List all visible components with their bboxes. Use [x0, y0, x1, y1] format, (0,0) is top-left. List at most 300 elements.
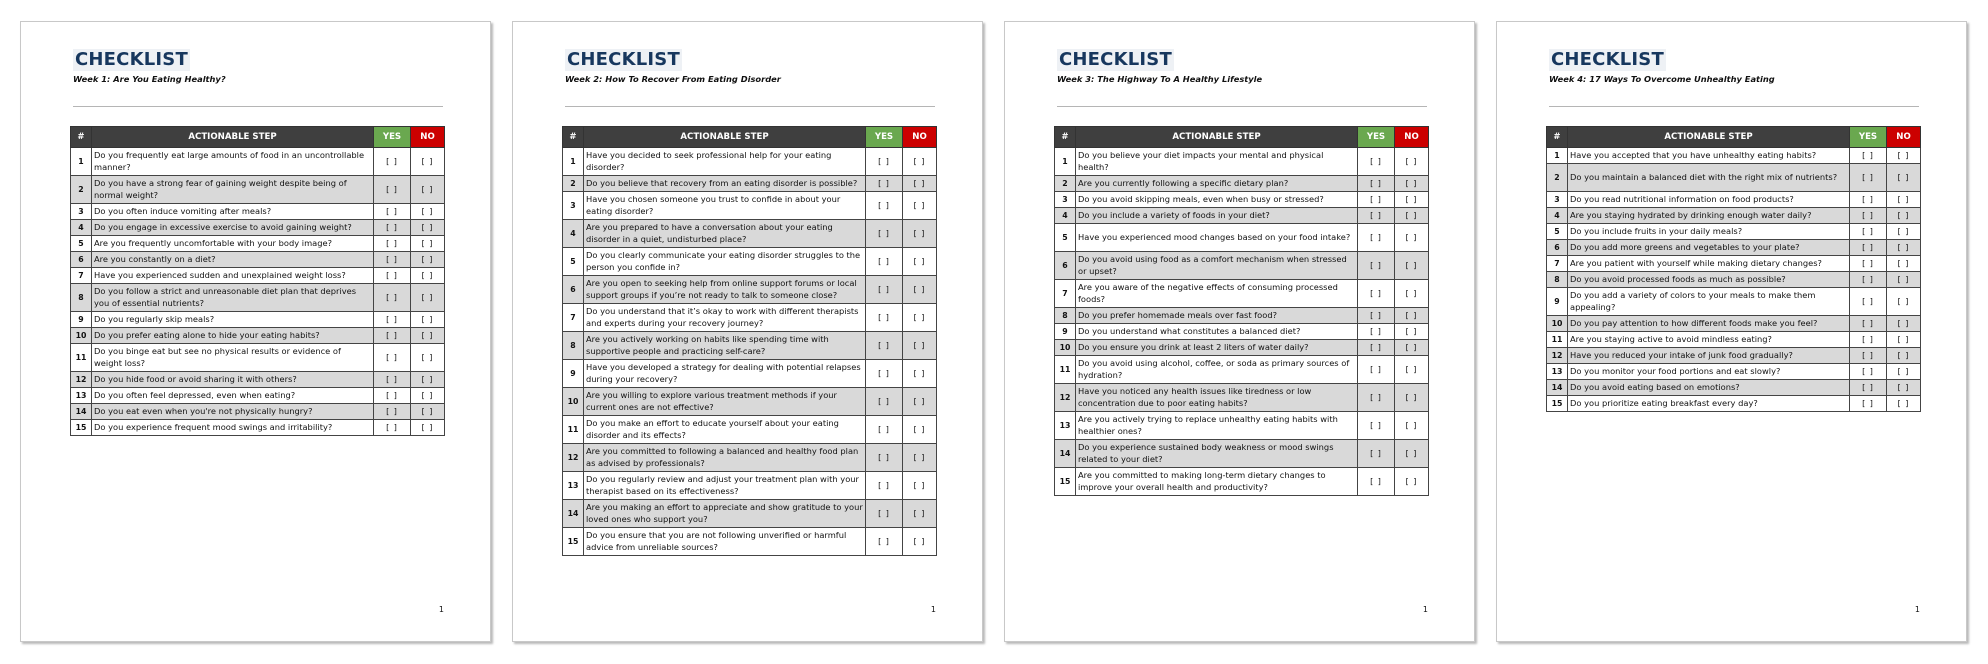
row-number: 8: [71, 284, 92, 312]
no-checkbox[interactable]: [ ]: [903, 148, 937, 176]
row-question: Are you aware of the negative effects of consuming processed foods?: [1076, 280, 1358, 308]
row-question: Do you frequently eat large amounts of food in an uncontrollable manner?: [92, 148, 374, 176]
no-checkbox[interactable]: [ ]: [903, 176, 937, 192]
no-checkbox[interactable]: [ ]: [903, 192, 937, 220]
column-header-step: ACTIONABLE STEP: [92, 127, 374, 148]
no-checkbox[interactable]: [ ]: [1395, 252, 1429, 280]
table-row: [71, 176, 445, 204]
column-header-number: #: [71, 127, 92, 148]
row-number: 11: [71, 344, 92, 372]
page-number: 1: [930, 605, 936, 614]
row-number: 11: [563, 416, 584, 444]
no-checkbox[interactable]: [ ]: [1395, 308, 1429, 324]
row-number: 14: [1547, 380, 1568, 396]
no-checkbox[interactable]: [ ]: [1395, 280, 1429, 308]
table-row: [1055, 324, 1429, 340]
table-row: [563, 276, 937, 304]
row-question: Do you pay attention to how different foods make you feel?: [1568, 316, 1850, 332]
row-question: Have you decided to seek professional help for your eating disorder?: [584, 148, 866, 176]
yes-checkbox[interactable]: [ ]: [374, 268, 411, 284]
no-checkbox[interactable]: [ ]: [1395, 468, 1429, 496]
table-row: [71, 252, 445, 268]
no-checkbox[interactable]: [ ]: [411, 148, 445, 176]
table-row: [1547, 256, 1921, 272]
divider: [1057, 106, 1427, 107]
no-checkbox[interactable]: [ ]: [411, 204, 445, 220]
yes-checkbox[interactable]: [ ]: [1358, 468, 1395, 496]
row-number: 14: [71, 404, 92, 420]
no-checkbox[interactable]: [ ]: [903, 500, 937, 528]
row-question: Do you avoid skipping meals, even when busy or stressed?: [1076, 192, 1358, 208]
no-checkbox[interactable]: [ ]: [411, 252, 445, 268]
row-number: 11: [1055, 356, 1076, 384]
yes-checkbox[interactable]: [ ]: [374, 252, 411, 268]
column-header-number: #: [563, 127, 584, 148]
row-number: 5: [71, 236, 92, 252]
no-checkbox[interactable]: [ ]: [903, 304, 937, 332]
page-subtitle: Week 2: How To Recover From Eating Disorder: [565, 74, 781, 84]
yes-checkbox[interactable]: [ ]: [1850, 348, 1887, 364]
row-question: Have you experienced mood changes based on your food intake?: [1076, 224, 1358, 252]
row-question: Do you experience frequent mood swings and irritability?: [92, 420, 374, 436]
no-checkbox[interactable]: [ ]: [1887, 148, 1921, 164]
yes-checkbox[interactable]: [ ]: [1358, 192, 1395, 208]
row-question: Do you eat even when you're not physically hungry?: [92, 404, 374, 420]
row-question: Have you chosen someone you trust to confide in about your eating disorder?: [584, 192, 866, 220]
row-question: Do you engage in excessive exercise to avoid gaining weight?: [92, 220, 374, 236]
column-header-no: NO: [1887, 127, 1921, 148]
table-row: [1547, 332, 1921, 348]
table-row: [71, 312, 445, 328]
row-question: Are you making an effort to appreciate and show gratitude to your loved ones who support you?: [584, 500, 866, 528]
table-row: [1547, 364, 1921, 380]
no-checkbox[interactable]: [ ]: [1395, 440, 1429, 468]
no-checkbox[interactable]: [ ]: [411, 236, 445, 252]
no-checkbox[interactable]: [ ]: [411, 404, 445, 420]
yes-checkbox[interactable]: [ ]: [1358, 440, 1395, 468]
table-row: [563, 176, 937, 192]
row-number: 7: [71, 268, 92, 284]
table-row: [1547, 272, 1921, 288]
yes-checkbox[interactable]: [ ]: [374, 220, 411, 236]
yes-checkbox[interactable]: [ ]: [866, 332, 903, 360]
no-checkbox[interactable]: [ ]: [1395, 412, 1429, 440]
no-checkbox[interactable]: [ ]: [903, 220, 937, 248]
row-question: Have you reduced your intake of junk food gradually?: [1568, 348, 1850, 364]
row-number: 10: [1055, 340, 1076, 356]
row-number: 3: [1055, 192, 1076, 208]
no-checkbox[interactable]: [ ]: [411, 220, 445, 236]
yes-checkbox[interactable]: [ ]: [866, 248, 903, 276]
row-number: 2: [71, 176, 92, 204]
no-checkbox[interactable]: [ ]: [1395, 356, 1429, 384]
checklist-page: [1496, 21, 1967, 642]
yes-checkbox[interactable]: [ ]: [1850, 224, 1887, 240]
no-checkbox[interactable]: [ ]: [1887, 224, 1921, 240]
table-row: [71, 148, 445, 176]
row-number: 8: [1547, 272, 1568, 288]
table-row: [71, 372, 445, 388]
no-checkbox[interactable]: [ ]: [903, 416, 937, 444]
no-checkbox[interactable]: [ ]: [1887, 164, 1921, 192]
no-checkbox[interactable]: [ ]: [903, 332, 937, 360]
table-header-row: [1055, 127, 1429, 148]
row-question: Do you include fruits in your daily meals?: [1568, 224, 1850, 240]
yes-checkbox[interactable]: [ ]: [1358, 324, 1395, 340]
table-row: [1547, 148, 1921, 164]
checklist-table: [1546, 126, 1921, 412]
yes-checkbox[interactable]: [ ]: [1850, 364, 1887, 380]
table-row: [1055, 308, 1429, 324]
row-number: 11: [1547, 332, 1568, 348]
yes-checkbox[interactable]: [ ]: [866, 500, 903, 528]
no-checkbox[interactable]: [ ]: [411, 372, 445, 388]
no-checkbox[interactable]: [ ]: [1395, 208, 1429, 224]
yes-checkbox[interactable]: [ ]: [374, 328, 411, 344]
no-checkbox[interactable]: [ ]: [1887, 332, 1921, 348]
no-checkbox[interactable]: [ ]: [903, 472, 937, 500]
yes-checkbox[interactable]: [ ]: [374, 344, 411, 372]
column-header-no: NO: [1395, 127, 1429, 148]
yes-checkbox[interactable]: [ ]: [374, 236, 411, 252]
yes-checkbox[interactable]: [ ]: [374, 148, 411, 176]
row-number: 15: [1547, 396, 1568, 412]
no-checkbox[interactable]: [ ]: [1887, 380, 1921, 396]
row-number: 13: [71, 388, 92, 404]
table-row: [563, 472, 937, 500]
table-row: [1547, 240, 1921, 256]
row-question: Do you avoid eating based on emotions?: [1568, 380, 1850, 396]
table-row: [1055, 440, 1429, 468]
table-row: [71, 388, 445, 404]
row-question: Do you believe that recovery from an eating disorder is possible?: [584, 176, 866, 192]
no-checkbox[interactable]: [ ]: [1887, 192, 1921, 208]
table-row: [1547, 224, 1921, 240]
yes-checkbox[interactable]: [ ]: [1358, 280, 1395, 308]
table-row: [563, 332, 937, 360]
yes-checkbox[interactable]: [ ]: [866, 176, 903, 192]
row-question: Have you developed a strategy for dealing with potential relapses during your recovery?: [584, 360, 866, 388]
yes-checkbox[interactable]: [ ]: [1358, 224, 1395, 252]
yes-checkbox[interactable]: [ ]: [374, 312, 411, 328]
row-question: Do you add more greens and vegetables to your plate?: [1568, 240, 1850, 256]
no-checkbox[interactable]: [ ]: [1887, 256, 1921, 272]
row-question: Are you constantly on a diet?: [92, 252, 374, 268]
yes-checkbox[interactable]: [ ]: [374, 284, 411, 312]
table-row: [1055, 208, 1429, 224]
page-title: CHECKLIST: [75, 49, 188, 70]
column-header-yes: YES: [1358, 127, 1395, 148]
yes-checkbox[interactable]: [ ]: [1850, 380, 1887, 396]
no-checkbox[interactable]: [ ]: [1395, 176, 1429, 192]
no-checkbox[interactable]: [ ]: [411, 312, 445, 328]
table-row: [71, 420, 445, 436]
row-question: Do you hide food or avoid sharing it with others?: [92, 372, 374, 388]
row-question: Are you currently following a specific dietary plan?: [1076, 176, 1358, 192]
row-number: 9: [563, 360, 584, 388]
yes-checkbox[interactable]: [ ]: [374, 420, 411, 436]
yes-checkbox[interactable]: [ ]: [374, 204, 411, 220]
no-checkbox[interactable]: [ ]: [411, 420, 445, 436]
table-row: [563, 528, 937, 556]
table-row: [563, 360, 937, 388]
page-number: 1: [1914, 605, 1920, 614]
checklist-table: [562, 126, 937, 556]
table-row: [563, 220, 937, 248]
table-row: [563, 416, 937, 444]
yes-checkbox[interactable]: [ ]: [866, 148, 903, 176]
no-checkbox[interactable]: [ ]: [1395, 192, 1429, 208]
page-title: CHECKLIST: [1551, 49, 1664, 70]
row-question: Do you binge eat but see no physical results or evidence of weight loss?: [92, 344, 374, 372]
table-row: [563, 444, 937, 472]
no-checkbox[interactable]: [ ]: [1887, 348, 1921, 364]
no-checkbox[interactable]: [ ]: [903, 248, 937, 276]
row-number: 10: [563, 388, 584, 416]
yes-checkbox[interactable]: [ ]: [1850, 316, 1887, 332]
yes-checkbox[interactable]: [ ]: [1358, 384, 1395, 412]
no-checkbox[interactable]: [ ]: [903, 276, 937, 304]
row-question: Do you regularly review and adjust your treatment plan with your therapist based on its effectiveness?: [584, 472, 866, 500]
row-question: Are you staying active to avoid mindless eating?: [1568, 332, 1850, 348]
no-checkbox[interactable]: [ ]: [1887, 396, 1921, 412]
row-question: Are you open to seeking help from online support forums or local support groups if you’re not ready to talk to someone close?: [584, 276, 866, 304]
row-number: 6: [563, 276, 584, 304]
yes-checkbox[interactable]: [ ]: [866, 528, 903, 556]
yes-checkbox[interactable]: [ ]: [1358, 176, 1395, 192]
table-row: [71, 204, 445, 220]
row-number: 7: [563, 304, 584, 332]
row-question: Do you understand what constitutes a balanced diet?: [1076, 324, 1358, 340]
row-question: Have you noticed any health issues like tiredness or low concentration due to poor eating habits?: [1076, 384, 1358, 412]
row-number: 10: [71, 328, 92, 344]
no-checkbox[interactable]: [ ]: [1887, 240, 1921, 256]
yes-checkbox[interactable]: [ ]: [866, 220, 903, 248]
row-number: 5: [563, 248, 584, 276]
page-title: CHECKLIST: [567, 49, 680, 70]
yes-checkbox[interactable]: [ ]: [866, 472, 903, 500]
table-row: [1055, 224, 1429, 252]
yes-checkbox[interactable]: [ ]: [1358, 208, 1395, 224]
table-row: [1055, 468, 1429, 496]
row-question: Are you actively working on habits like spending time with supportive people and practicing self-care?: [584, 332, 866, 360]
table-row: [1055, 340, 1429, 356]
no-checkbox[interactable]: [ ]: [1887, 272, 1921, 288]
checklist-page: [1004, 21, 1475, 642]
table-row: [71, 328, 445, 344]
row-question: Do you prefer eating alone to hide your eating habits?: [92, 328, 374, 344]
row-number: 3: [563, 192, 584, 220]
no-checkbox[interactable]: [ ]: [903, 360, 937, 388]
no-checkbox[interactable]: [ ]: [1395, 148, 1429, 176]
yes-checkbox[interactable]: [ ]: [1850, 240, 1887, 256]
row-question: Do you prefer homemade meals over fast food?: [1076, 308, 1358, 324]
divider: [565, 106, 935, 107]
table-row: [1547, 348, 1921, 364]
table-row: [71, 220, 445, 236]
column-header-step: ACTIONABLE STEP: [1568, 127, 1850, 148]
row-question: Do you follow a strict and unreasonable diet plan that deprives you of essential nutrients?: [92, 284, 374, 312]
row-question: Do you include a variety of foods in your diet?: [1076, 208, 1358, 224]
no-checkbox[interactable]: [ ]: [411, 284, 445, 312]
yes-checkbox[interactable]: [ ]: [1850, 256, 1887, 272]
table-row: [563, 148, 937, 176]
row-number: 3: [71, 204, 92, 220]
no-checkbox[interactable]: [ ]: [411, 388, 445, 404]
yes-checkbox[interactable]: [ ]: [374, 388, 411, 404]
no-checkbox[interactable]: [ ]: [1887, 208, 1921, 224]
no-checkbox[interactable]: [ ]: [903, 444, 937, 472]
row-question: Do you read nutritional information on food products?: [1568, 192, 1850, 208]
yes-checkbox[interactable]: [ ]: [1850, 288, 1887, 316]
yes-checkbox[interactable]: [ ]: [866, 304, 903, 332]
yes-checkbox[interactable]: [ ]: [1850, 396, 1887, 412]
yes-checkbox[interactable]: [ ]: [1850, 192, 1887, 208]
row-number: 4: [1055, 208, 1076, 224]
table-row: [1055, 148, 1429, 176]
yes-checkbox[interactable]: [ ]: [1358, 252, 1395, 280]
no-checkbox[interactable]: [ ]: [903, 528, 937, 556]
yes-checkbox[interactable]: [ ]: [1358, 148, 1395, 176]
yes-checkbox[interactable]: [ ]: [866, 276, 903, 304]
column-header-yes: YES: [1850, 127, 1887, 148]
column-header-no: NO: [411, 127, 445, 148]
yes-checkbox[interactable]: [ ]: [1850, 272, 1887, 288]
yes-checkbox[interactable]: [ ]: [1358, 412, 1395, 440]
row-question: Are you actively trying to replace unhealthy eating habits with healthier ones?: [1076, 412, 1358, 440]
page-subtitle: Week 1: Are You Eating Healthy?: [73, 74, 226, 84]
no-checkbox[interactable]: [ ]: [411, 176, 445, 204]
table-row: [1547, 288, 1921, 316]
page-subtitle: Week 4: 17 Ways To Overcome Unhealthy Eating: [1549, 74, 1775, 84]
no-checkbox[interactable]: [ ]: [1395, 224, 1429, 252]
table-row: [563, 500, 937, 528]
table-row: [1055, 280, 1429, 308]
row-question: Are you committed to making long-term dietary changes to improve your overall health and productivity?: [1076, 468, 1358, 496]
yes-checkbox[interactable]: [ ]: [1850, 148, 1887, 164]
no-checkbox[interactable]: [ ]: [1395, 324, 1429, 340]
no-checkbox[interactable]: [ ]: [1395, 340, 1429, 356]
yes-checkbox[interactable]: [ ]: [374, 372, 411, 388]
row-number: 12: [563, 444, 584, 472]
no-checkbox[interactable]: [ ]: [1887, 316, 1921, 332]
row-number: 15: [1055, 468, 1076, 496]
row-number: 9: [1055, 324, 1076, 340]
yes-checkbox[interactable]: [ ]: [374, 404, 411, 420]
row-number: 10: [1547, 316, 1568, 332]
yes-checkbox[interactable]: [ ]: [1850, 208, 1887, 224]
row-question: Do you believe your diet impacts your mental and physical health?: [1076, 148, 1358, 176]
row-question: Do you understand that it’s okay to work with different therapists and experts during your recovery journey?: [584, 304, 866, 332]
row-number: 12: [1055, 384, 1076, 412]
yes-checkbox[interactable]: [ ]: [374, 176, 411, 204]
yes-checkbox[interactable]: [ ]: [866, 388, 903, 416]
yes-checkbox[interactable]: [ ]: [1850, 332, 1887, 348]
no-checkbox[interactable]: [ ]: [1887, 364, 1921, 380]
column-header-number: #: [1547, 127, 1568, 148]
yes-checkbox[interactable]: [ ]: [1358, 356, 1395, 384]
no-checkbox[interactable]: [ ]: [411, 268, 445, 284]
column-header-no: NO: [903, 127, 937, 148]
column-header-yes: YES: [374, 127, 411, 148]
row-question: Do you prioritize eating breakfast every day?: [1568, 396, 1850, 412]
row-number: 2: [1547, 164, 1568, 192]
yes-checkbox[interactable]: [ ]: [866, 444, 903, 472]
row-number: 6: [1055, 252, 1076, 280]
column-header-yes: YES: [866, 127, 903, 148]
column-header-step: ACTIONABLE STEP: [584, 127, 866, 148]
row-number: 13: [563, 472, 584, 500]
yes-checkbox[interactable]: [ ]: [866, 192, 903, 220]
table-row: [71, 268, 445, 284]
row-question: Are you staying hydrated by drinking enough water daily?: [1568, 208, 1850, 224]
row-question: Do you experience sustained body weakness or mood swings related to your diet?: [1076, 440, 1358, 468]
row-number: 15: [71, 420, 92, 436]
row-number: 6: [1547, 240, 1568, 256]
row-number: 12: [71, 372, 92, 388]
no-checkbox[interactable]: [ ]: [411, 344, 445, 372]
row-question: Do you have a strong fear of gaining weight despite being of normal weight?: [92, 176, 374, 204]
table-row: [1547, 164, 1921, 192]
no-checkbox[interactable]: [ ]: [411, 328, 445, 344]
row-number: 4: [563, 220, 584, 248]
table-row: [1055, 252, 1429, 280]
row-question: Do you avoid processed foods as much as possible?: [1568, 272, 1850, 288]
row-number: 1: [563, 148, 584, 176]
row-number: 1: [1547, 148, 1568, 164]
row-question: Do you maintain a balanced diet with the right mix of nutrients?: [1568, 164, 1850, 192]
row-question: Are you prepared to have a conversation about your eating disorder in a quiet, undisturbed place?: [584, 220, 866, 248]
row-number: 4: [71, 220, 92, 236]
page-title: CHECKLIST: [1059, 49, 1172, 70]
yes-checkbox[interactable]: [ ]: [1358, 340, 1395, 356]
row-number: 1: [71, 148, 92, 176]
table-row: [1055, 412, 1429, 440]
no-checkbox[interactable]: [ ]: [1887, 288, 1921, 316]
yes-checkbox[interactable]: [ ]: [1358, 308, 1395, 324]
row-question: Do you ensure you drink at least 2 liters of water daily?: [1076, 340, 1358, 356]
table-header-row: [71, 127, 445, 148]
row-number: 6: [71, 252, 92, 268]
table-row: [1547, 396, 1921, 412]
row-number: 4: [1547, 208, 1568, 224]
table-row: [563, 388, 937, 416]
table-row: [71, 344, 445, 372]
page-number: 1: [1422, 605, 1428, 614]
row-number: 7: [1547, 256, 1568, 272]
table-row: [563, 248, 937, 276]
table-row: [1547, 192, 1921, 208]
yes-checkbox[interactable]: [ ]: [1850, 164, 1887, 192]
row-number: 12: [1547, 348, 1568, 364]
row-number: 1: [1055, 148, 1076, 176]
checklist-page: [20, 21, 491, 642]
row-number: 2: [1055, 176, 1076, 192]
row-number: 14: [1055, 440, 1076, 468]
row-question: Do you ensure that you are not following unverified or harmful advice from unreliable sources?: [584, 528, 866, 556]
table-row: [1055, 192, 1429, 208]
row-question: Have you experienced sudden and unexplained weight loss?: [92, 268, 374, 284]
yes-checkbox[interactable]: [ ]: [866, 360, 903, 388]
no-checkbox[interactable]: [ ]: [1395, 384, 1429, 412]
row-number: 7: [1055, 280, 1076, 308]
table-row: [563, 304, 937, 332]
table-row: [1547, 380, 1921, 396]
yes-checkbox[interactable]: [ ]: [866, 416, 903, 444]
row-question: Do you often induce vomiting after meals?: [92, 204, 374, 220]
no-checkbox[interactable]: [ ]: [903, 388, 937, 416]
row-question: Are you patient with yourself while making dietary changes?: [1568, 256, 1850, 272]
